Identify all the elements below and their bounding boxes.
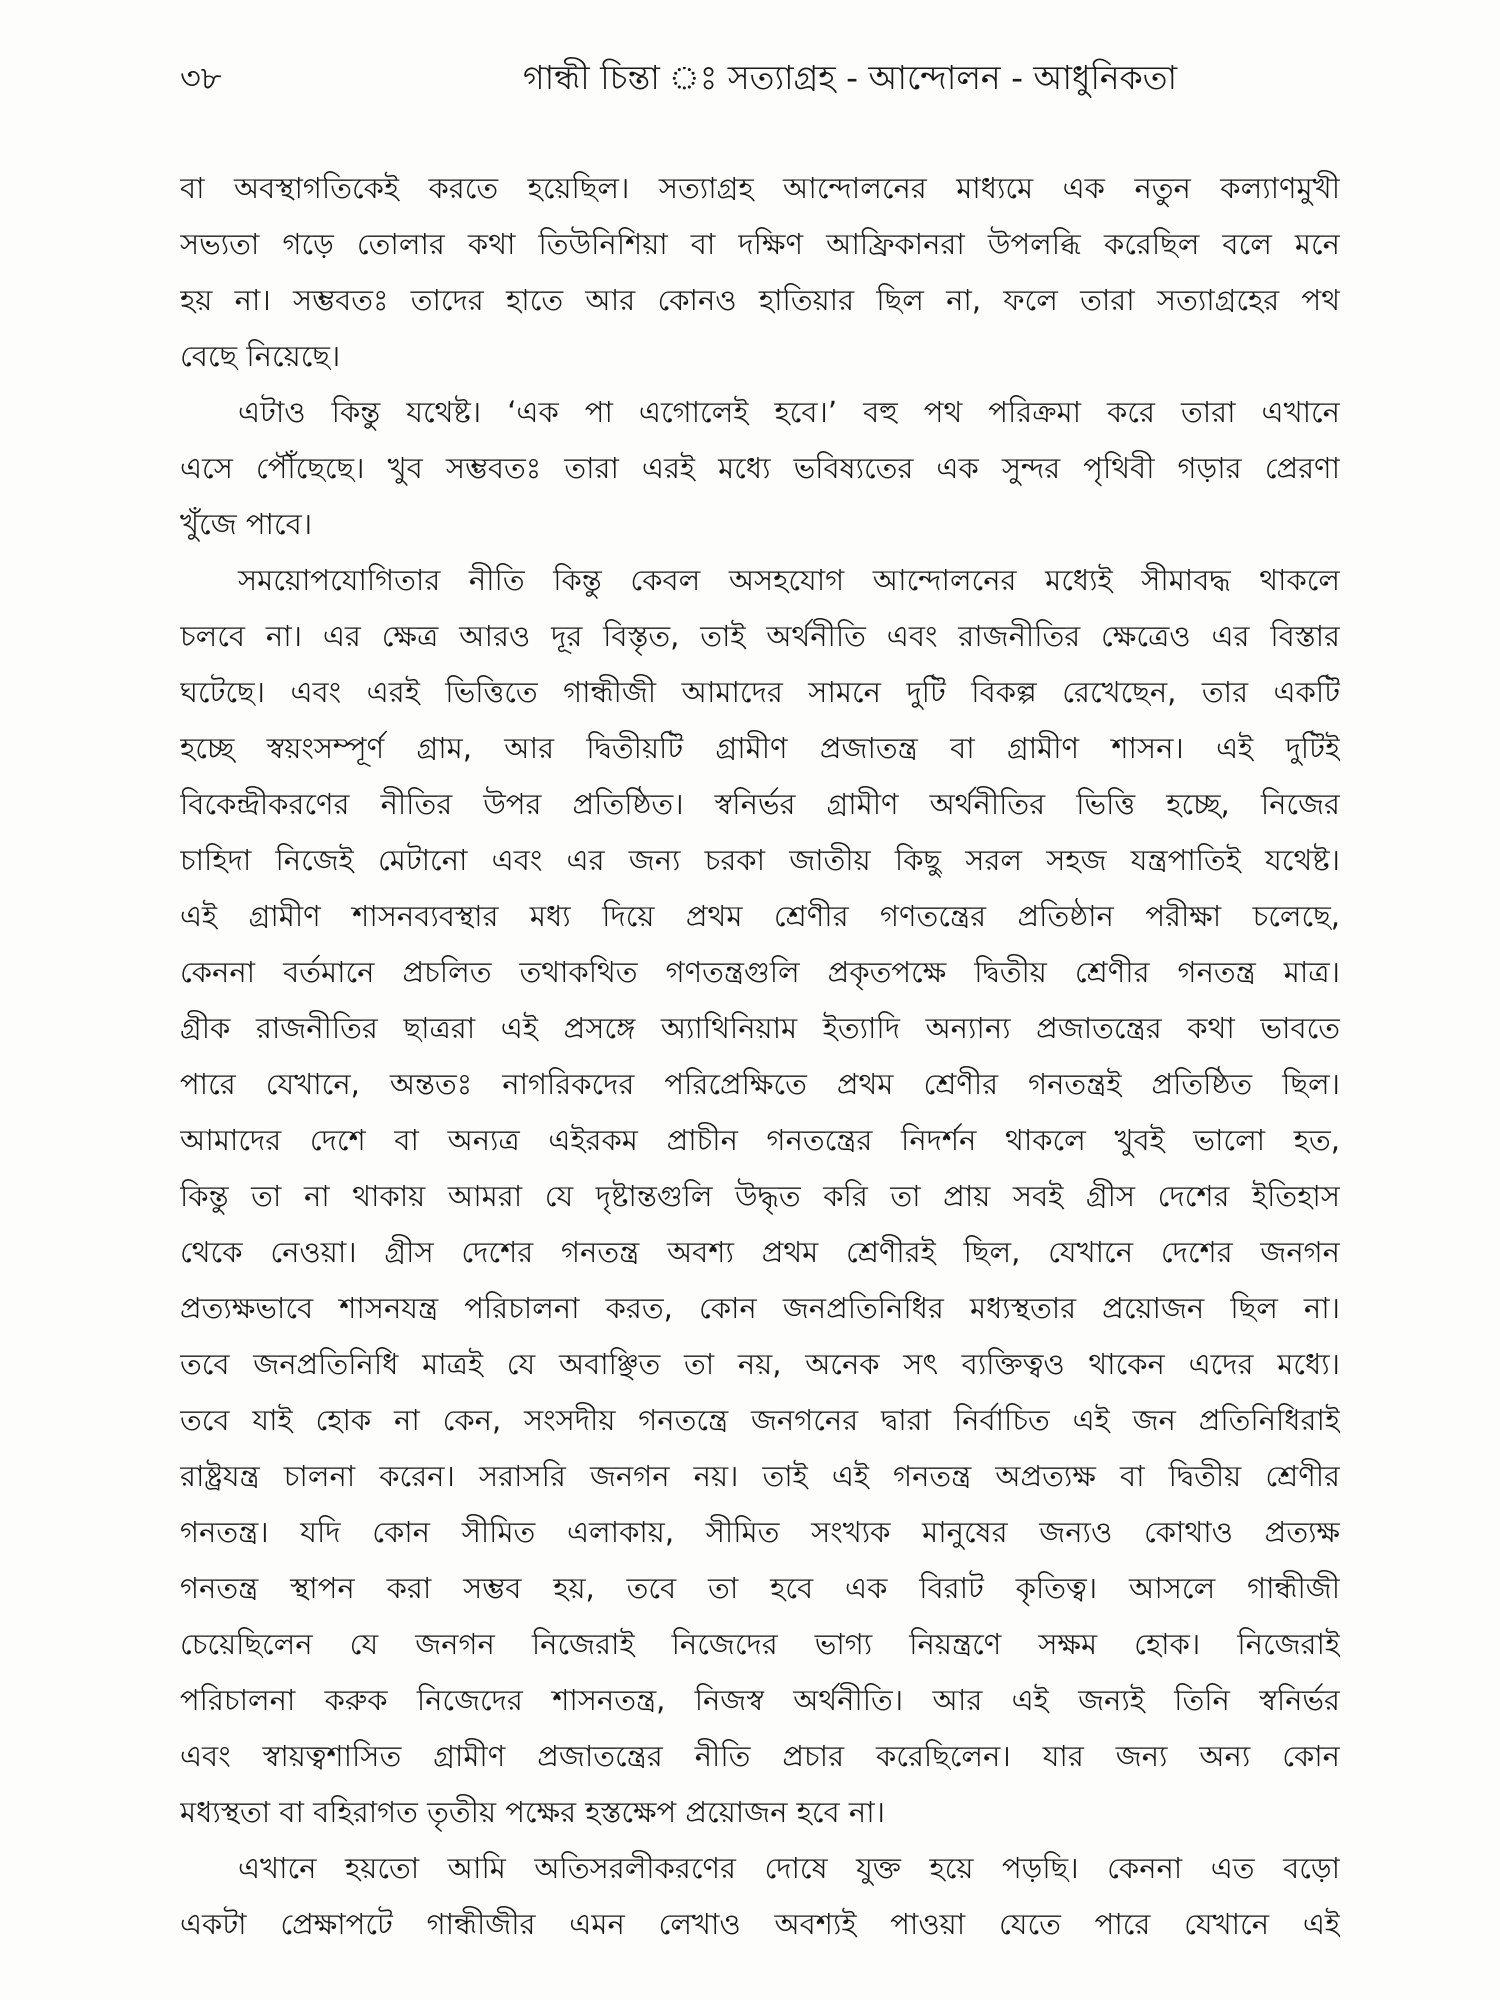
text-line: মধ্যস্থতা বা বহিরাগত তৃতীয় পক্ষের হস্তক্ষেপ প্রয়োজন হবে না।: [180, 1795, 885, 1829]
paragraph-3: [180, 552, 1340, 1840]
text-line: হয় না। সম্ভবতঃ তাদের হাতে আর কোনও হাতিয়ার ছিল না, ফলে তারা সত্যাগ্রহের পথ: [180, 283, 1340, 317]
text-line: বা অবস্থাগতিকেই করতে হয়েছিল। সত্যাগ্রহ আন্দোলনের মাধ্যমে এক নতুন কল্যাণমুখী: [180, 171, 1340, 205]
text-line: ঘটেছে। এবং এরই ভিত্তিতে গান্ধীজী আমাদের সামনে দুটি বিকল্প রেখেছেন, তার একটি: [180, 675, 1340, 709]
text-line: বিকেন্দ্রীকরণের নীতির উপর প্রতিষ্ঠিত। স্বনির্ভর গ্রামীণ অর্থনীতির ভিত্তি হচ্ছে, নিজের: [180, 787, 1340, 821]
text-line: গনতন্ত্র স্থাপন করা সম্ভব হয়, তবে তা হবে এক বিরাট কৃতিত্ব। আসলে গান্ধীজী: [180, 1571, 1340, 1605]
text-line: তবে জনপ্রতিনিধি মাত্রই যে অবাঞ্ছিত তা নয়, অনেক সৎ ব্যক্তিত্বও থাকেন এদের মধ্যে।: [180, 1347, 1340, 1381]
text-line: একটা প্রেক্ষাপটে গান্ধীজীর এমন লেখাও অবশ্যই পাওয়া যেতে পারে যেখানে এই: [180, 1907, 1340, 1941]
text-line: প্রত্যক্ষভাবে শাসনযন্ত্র পরিচালনা করত, কোন জনপ্রতিনিধির মধ্যস্থতার প্রয়োজন ছিল না।: [180, 1291, 1340, 1325]
text-line: চাহিদা নিজেই মেটানো এবং এর জন্য চরকা জাতীয় কিছু সরল সহজ যন্ত্রপাতিই যথেষ্ট।: [180, 843, 1340, 877]
text-line: এই গ্রামীণ শাসনব্যবস্থার মধ্য দিয়ে প্রথম শ্রেণীর গণতন্ত্রের প্রতিষ্ঠান পরীক্ষা চলেছে,: [180, 899, 1340, 933]
text-line: তবে যাই হোক না কেন, সংসদীয় গনতন্ত্রে জনগনের দ্বারা নির্বাচিত এই জন প্রতিনিধিরাই: [180, 1403, 1340, 1437]
paragraph-1: [180, 160, 1340, 384]
text-line: গ্রীক রাজনীতির ছাত্ররা এই প্রসঙ্গে অ্যাথিনিয়াম ইত্যাদি অন্যান্য প্রজাতন্ত্রের কথা ভাবতে: [180, 1011, 1340, 1045]
text-line: খুঁজে পাবে।: [180, 507, 313, 541]
text-line: এখানে হয়তো আমি অতিসরলীকরণের দোষে যুক্ত হয়ে পড়ছি। কেননা এত বড়ো: [238, 1851, 1340, 1885]
text-line: চলবে না। এর ক্ষেত্র আরও দূর বিস্তৃত, তাই অর্থনীতি এবং রাজনীতির ক্ষেত্রেও এর বিস্তার: [180, 619, 1340, 653]
text-line: সভ্যতা গড়ে তোলার কথা তিউনিশিয়া বা দক্ষিণ আফ্রিকানরা উপলব্ধি করেছিল বলে মনে: [180, 227, 1340, 261]
text-line: এবং স্বায়ত্বশাসিত গ্রামীণ প্রজাতন্ত্রের নীতি প্রচার করেছিলেন। যার জন্য অন্য কোন: [180, 1739, 1340, 1773]
text-line: বেছে নিয়েছে।: [180, 339, 341, 373]
text-line: চেয়েছিলেন যে জনগন নিজেরাই নিজেদের ভাগ্য নিয়ন্ত্রণে সক্ষম হোক। নিজেরাই: [180, 1627, 1340, 1661]
text-line: সময়োপযোগিতার নীতি কিন্তু কেবল অসহযোগ আন্দোলনের মধ্যেই সীমাবদ্ধ থাকলে: [238, 563, 1340, 597]
text-line: হচ্ছে স্বয়ংসম্পূর্ণ গ্রাম, আর দ্বিতীয়টি গ্রামীণ প্রজাতন্ত্র বা গ্রামীণ শাসন। এই দুটিই: [180, 731, 1340, 765]
paragraph-2: [180, 384, 1340, 552]
text-line: গনতন্ত্র। যদি কোন সীমিত এলাকায়, সীমিত সংখ্যক মানুষের জন্যও কোথাও প্রত্যক্ষ: [180, 1515, 1340, 1549]
paragraph-4: [180, 1840, 1340, 1952]
text-line: আমাদের দেশে বা অন্যত্র এইরকম প্রাচীন গনতন্ত্রের নিদর্শন থাকলে খুবই ভালো হত,: [180, 1123, 1340, 1157]
running-title: গান্ধী চিন্তা ঃ সত্যাগ্রহ - আন্দোলন - আধুনিকতা: [522, 58, 1178, 97]
text-line: কিন্তু তা না থাকায় আমরা যে দৃষ্টান্তগুলি উদ্ধৃত করি তা প্রায় সবই গ্রীস দেশের ইতিহাস: [180, 1179, 1340, 1213]
text-line: এসে পৌঁছেছে। খুব সম্ভবতঃ তারা এরই মধ্যে ভবিষ্যতের এক সুন্দর পৃথিবী গড়ার প্রেরণা: [180, 451, 1340, 485]
text-line: এটাও কিন্তু যথেষ্ট। ‘এক পা এগোলেই হবে।’ বহু পথ পরিক্রমা করে তারা এখানে: [238, 395, 1340, 429]
body-text: [180, 160, 1340, 1952]
text-line: পারে যেখানে, অন্ততঃ নাগরিকদের পরিপ্রেক্ষিতে প্রথম শ্রেণীর গনতন্ত্রই প্রতিষ্ঠিত ছিল।: [180, 1067, 1340, 1101]
text-line: কেননা বর্তমানে প্রচলিত তথাকথিত গণতন্ত্রগুলি প্রকৃতপক্ষে দ্বিতীয় শ্রেণীর গনতন্ত্র মাত্র।: [180, 955, 1340, 989]
page-number: ৩৮: [180, 59, 222, 97]
text-line: পরিচালনা করুক নিজেদের শাসনতন্ত্র, নিজস্ব অর্থনীতি। আর এই জন্যই তিনি স্বনির্ভর: [180, 1683, 1340, 1717]
page-header: [180, 52, 1350, 122]
text-line: রাষ্ট্রযন্ত্র চালনা করেন। সরাসরি জনগন নয়। তাই এই গনতন্ত্র অপ্রত্যক্ষ বা দ্বিতীয় শ্রেণীর: [180, 1459, 1340, 1493]
text-line: থেকে নেওয়া। গ্রীস দেশের গনতন্ত্র অবশ্য প্রথম শ্রেণীরই ছিল, যেখানে দেশের জনগন: [180, 1235, 1340, 1269]
